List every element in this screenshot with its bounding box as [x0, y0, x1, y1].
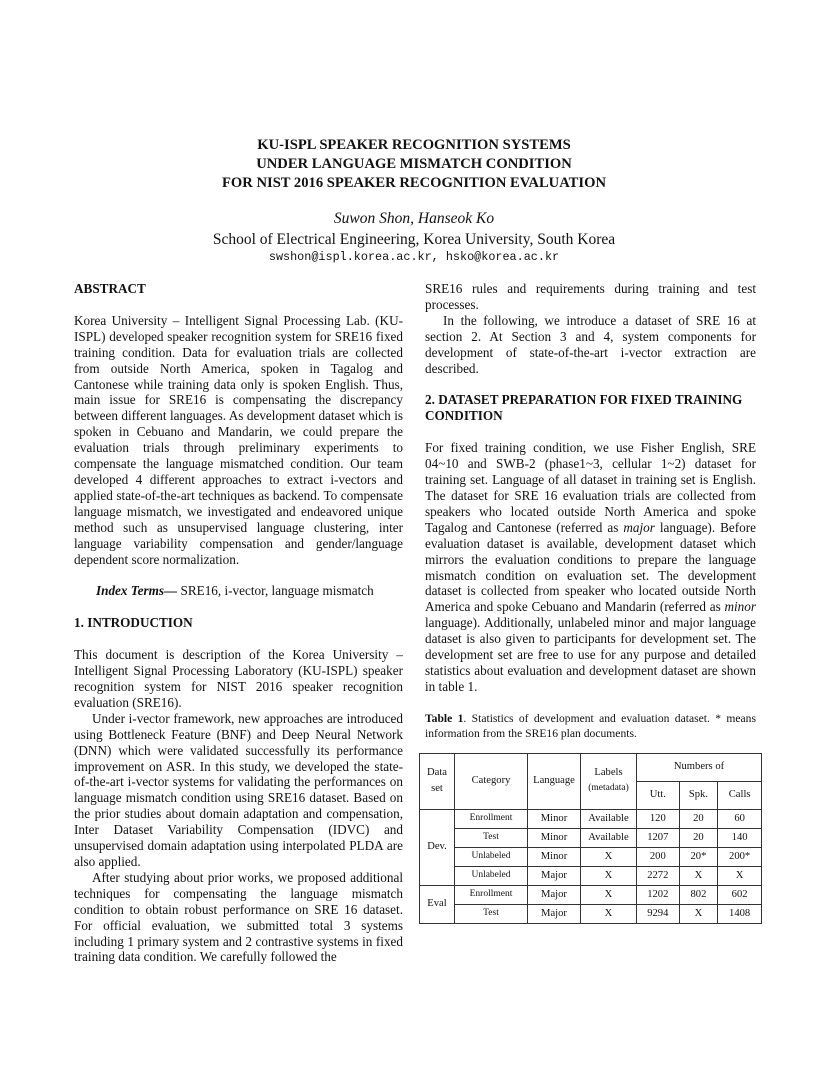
right-column: [425, 281, 756, 924]
section2-heading: [425, 392, 756, 424]
group-eval: Eval: [420, 885, 455, 923]
header-labels: Labels (metadata): [581, 753, 637, 809]
header-calls: Calls: [718, 781, 762, 809]
table-row: Unlabeled Major X 2272 X X: [420, 866, 762, 885]
intro-paragraph-5: In the following, we introduce a dataset of SRE 16 at section 2. At Section 3 and 4, system components for development of state-of-the-art i-vector extraction are described.: [425, 312, 756, 376]
table-caption-label: Table 1: [425, 711, 464, 725]
intro-paragraph-1: This document is description of the Korea University – Intelligent Signal Processing Laboratory (KU-ISPL) speaker recognition system for NIST 2016 speaker recognition evaluation (SRE16).: [74, 647, 403, 710]
index-terms-text: SRE16, i-vector, language mismatch: [177, 583, 374, 599]
group-dev: Dev.: [420, 809, 455, 885]
section2-heading-line2: CONDITION: [425, 408, 503, 424]
intro-paragraph-2: Under i-vector framework, new approaches are introduced using Bottleneck Feature (BNF) and Deep Neural Network (DNN) which were validated successfully its performance improvement on ASR. In this study, we developed the state-of-the-art i-vector systems for validating the performances on language mismatch condition using SRE16 dataset. Based on the prior studies about domain adaptation and compensation, Inter Dataset Variability Compensation (IDVC) and unsupervised domain adaptation using interpolated PLDA are also applied.: [74, 710, 403, 869]
header-category: Category: [455, 753, 528, 809]
section2-paragraph: For fixed training condition, we use Fisher English, SRE 04~10 and SWB-2 (phase1~3, cellular 1~2) dataset for training set. Language of all dataset in training set is English. The dataset for SRE 16 evaluation trials are collected from speakers who located outside North America and spoke Tagalog and Cantonese (referred as major language). Before evaluation dataset is available, development dataset which mirrors the evaluation conditions to prepare the language mismatch condition on evaluation set. The development dataset is collected from speaker who located outside North America and spoke Cebuano and Mandarin (referred as minor language). Additionally, unlabeled minor and major language dataset is also given to participants for development set. The development set are free to use for any purpose and detailed statistics about evaluation and development dataset are shown in table 1.: [425, 440, 756, 694]
intro-paragraph-4: SRE16 rules and requirements during training and test processes.: [425, 281, 756, 312]
intro-paragraph-3: After studying about prior works, we proposed additional techniques for compensating the language mismatch condition to obtain robust performance on SRE 16 dataset. For official evaluation, we submitted total 3 systems including 1 primary system and 2 contrastive systems in fixed training data condition. We carefully followed the: [74, 869, 403, 965]
emphasis-minor: minor: [724, 599, 756, 615]
index-terms-label: Index Terms—: [96, 583, 178, 599]
abstract-heading: ABSTRACT: [74, 281, 146, 296]
title-line-2: UNDER LANGUAGE MISMATCH CONDITION: [256, 156, 572, 172]
title-line-1: KU-ISPL SPEAKER RECOGNITION SYSTEMS: [257, 137, 571, 153]
header-language: Language: [528, 753, 581, 809]
table-row: Eval Enrollment Major X 1202 802 602: [420, 885, 762, 904]
table-row: Test Minor Available 1207 20 140: [420, 828, 762, 847]
table-row: Unlabeled Minor X 200 20* 200*: [420, 847, 762, 866]
abstract-text: Korea University – Intelligent Signal Processing Lab. (KU-ISPL) developed speaker recognition system for SRE16 fixed training condition. Data for evaluation trials are collected from outside North America, spoken in Tagalog and Cantonese while training data only is spoken English. Thus, main issue for SRE16 is compensating the discrepancy between different languages. As development dataset which is spoken in Cebuano and Mandarin, we could prepare the evaluation trials through preliminary experiments to compensate the language mismatched condition. Our team developed 4 different approaches to extract i-vectors and applied state-of-the-art techniques as backend. To compensate language mismatch, we investigated and endeavored unique method such as unsupervised language clustering, inter language variability compensation and gender/language dependent score normalization.: [74, 312, 403, 567]
intro-heading: 1. INTRODUCTION: [74, 615, 193, 631]
header-numbers: Numbers of: [637, 753, 762, 781]
emails: swshon@ispl.korea.ac.kr, hsko@korea.ac.kr: [268, 250, 560, 264]
table-caption: Table 1. Statistics of development and evaluation dataset. * means information from the SRE16 plan documents.: [425, 711, 756, 740]
title-line-3: FOR NIST 2016 SPEAKER RECOGNITION EVALUATION: [222, 175, 606, 191]
table-row: Dev. Enrollment Minor Available 120 20 60: [420, 809, 762, 828]
authors: Suwon Shon, Hanseok Ko: [333, 210, 495, 227]
header-utt: Utt.: [637, 781, 680, 809]
header-dataset: Data set: [420, 753, 455, 809]
table-row: Test Major X 9294 X 1408: [420, 904, 762, 923]
header-spk: Spk.: [679, 781, 718, 809]
stats-table: [419, 753, 762, 924]
section2-heading-line1: 2. DATASET PREPARATION FOR FIXED TRAINING: [425, 392, 743, 408]
affiliation: School of Electrical Engineering, Korea University, South Korea: [212, 231, 616, 248]
left-column: [74, 281, 403, 965]
index-terms: [74, 583, 403, 599]
paper-title: [0, 136, 828, 193]
emphasis-major: major: [623, 519, 655, 535]
